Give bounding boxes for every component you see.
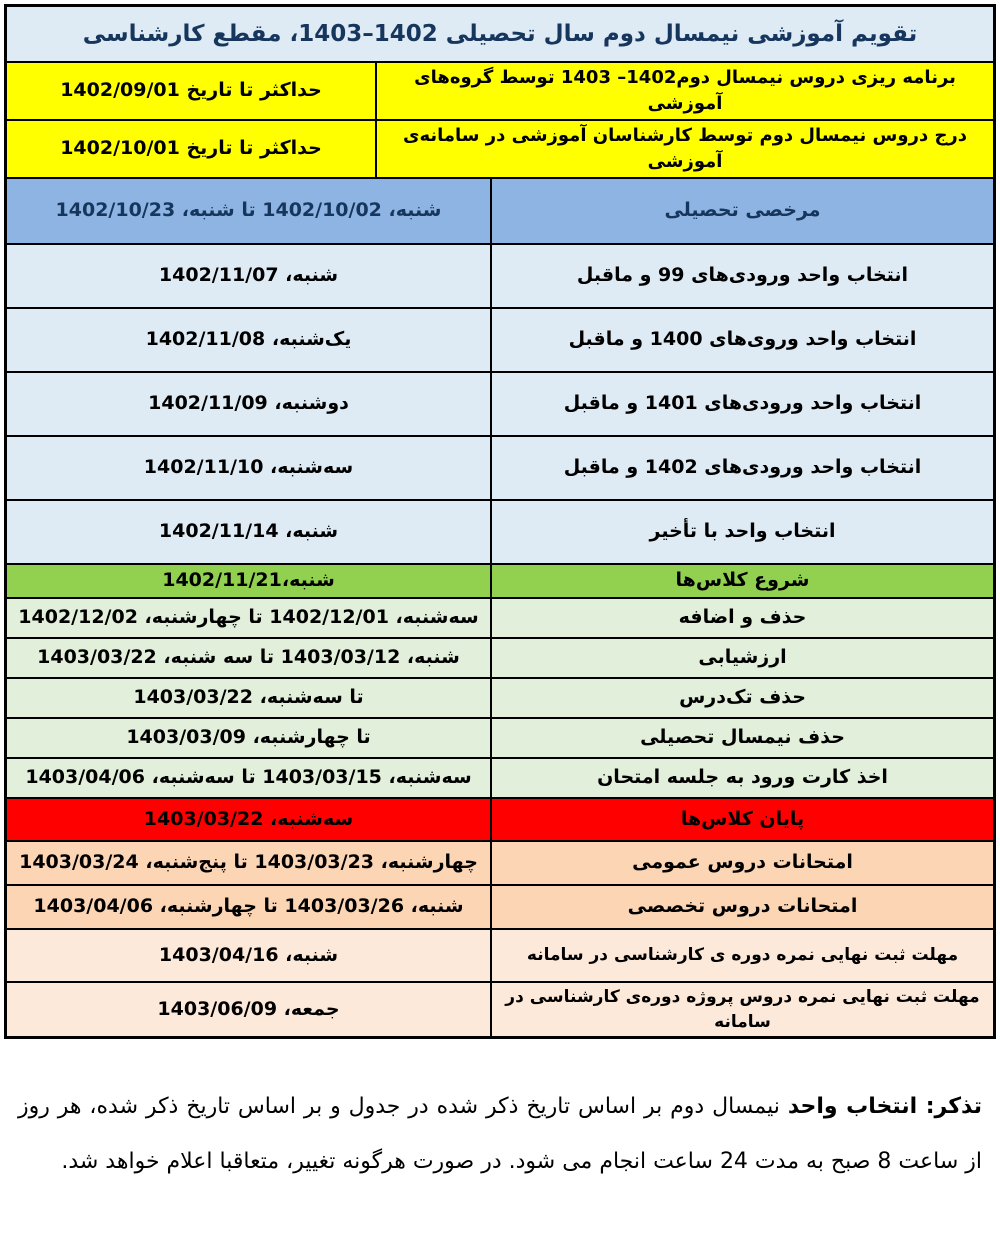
date-cell: شنبه، 1402/11/14 xyxy=(158,520,339,543)
footer-note xyxy=(4,1039,996,1189)
table-row xyxy=(7,599,993,639)
event-cell: انتخاب واحد با تأخیر xyxy=(490,501,993,563)
date-cell: شنبه، 1402/11/07 xyxy=(158,264,339,287)
date-cell: حداکثر تا تاریخ 1402/09/01 xyxy=(60,79,322,102)
table-row xyxy=(7,179,993,245)
table-row xyxy=(7,799,993,842)
event-cell: انتخاب واحد وروی‌های 1400 و ماقبل xyxy=(490,309,993,371)
calendar-rows xyxy=(7,63,993,1036)
table-row xyxy=(7,121,993,179)
date-cell: سه‌شنبه، 1403/03/22 xyxy=(143,807,354,830)
table-row xyxy=(7,245,993,309)
date-cell: شنبه، 1403/03/26 تا چهارشنبه، 1403/04/06 xyxy=(33,895,464,918)
table-row xyxy=(7,437,993,501)
table-row xyxy=(7,759,993,799)
table-row xyxy=(7,886,993,930)
date-cell: دوشنبه، 1402/11/09 xyxy=(148,392,349,415)
table-row xyxy=(7,565,993,599)
table-row xyxy=(7,930,993,983)
event-cell: اخذ کارت ورود به جلسه امتحان xyxy=(490,759,993,797)
event-cell: حذف تک‌درس xyxy=(490,679,993,717)
event-cell: برنامه ریزی دروس نیمسال دوم1402– 1403 توسط گروه‌های آموزشی xyxy=(375,63,993,119)
date-cell: سه‌شنبه، 1403/03/15 تا سه‌شنبه، 1403/04/06 xyxy=(25,766,472,789)
event-cell: حذف نیمسال تحصیلی xyxy=(490,719,993,757)
table-row xyxy=(7,373,993,437)
table-row xyxy=(7,309,993,373)
table-row xyxy=(7,639,993,679)
event-cell: مهلت ثبت نهایی نمره دروس پروژه دوره‌ی کارشناسی در سامانه xyxy=(490,983,993,1036)
event-cell: مرخصی تحصیلی xyxy=(490,179,993,243)
event-cell: درج دروس نیمسال دوم توسط کارشناسان آموزشی در سامانه‌ی آموزشی xyxy=(375,121,993,177)
event-cell: انتخاب واحد ورودی‌های 1401 و ماقبل xyxy=(490,373,993,435)
page-title: تقویم آموزشی نیمسال دوم سال تحصیلی 1402–1403، مقطع کارشناسی xyxy=(7,7,993,63)
event-cell: امتحانات دروس عمومی xyxy=(490,842,993,884)
event-cell: حذف و اضافه xyxy=(490,599,993,637)
date-cell: تا چهارشنبه، 1403/03/09 xyxy=(126,726,371,749)
table-row xyxy=(7,842,993,886)
date-cell: سه‌شنبه، 1402/12/01 تا چهارشنبه، 1402/12/02 xyxy=(18,606,479,629)
event-cell: ارزشیابی xyxy=(490,639,993,677)
date-cell: چهارشنبه، 1403/03/23 تا پنج‌شنبه، 1403/03/24 xyxy=(19,851,478,874)
footer-note-bold: تذکر: انتخاب واحد xyxy=(787,1094,982,1119)
footer-note-text: نیمسال دوم بر اساس تاریخ ذکر شده در جدول و بر اساس تاریخ ذکر شده، هر روز از ساعت 8 صبح به مدت 24 ساعت انجام می شود. در صورت هرگونه تغییر، متعاقبا اعلام خواهد شد. xyxy=(18,1094,982,1174)
academic-calendar-table xyxy=(4,4,996,1039)
date-cell: جمعه، 1403/06/09 xyxy=(157,997,340,1020)
date-cell: شنبه،1402/11/21 xyxy=(162,569,335,592)
date-cell: تا سه‌شنبه، 1403/03/22 xyxy=(133,686,364,709)
date-cell: یک‌شنبه، 1402/11/08 xyxy=(145,328,352,351)
table-row xyxy=(7,501,993,565)
table-row xyxy=(7,679,993,719)
table-row xyxy=(7,63,993,121)
event-cell: پایان کلاس‌ها xyxy=(490,799,993,840)
event-cell: انتخاب واحد ورودی‌های 1402 و ماقبل xyxy=(490,437,993,499)
event-cell: شروع کلاس‌ها xyxy=(490,565,993,597)
event-cell: امتحانات دروس تخصصی xyxy=(490,886,993,928)
event-cell: مهلت ثبت نهایی نمره دوره ی کارشناسی در سامانه xyxy=(490,930,993,981)
event-cell: انتخاب واحد ورودی‌های 99 و ماقبل xyxy=(490,245,993,307)
date-cell: شنبه، 1403/04/16 xyxy=(158,943,339,966)
date-cell: سه‌شنبه، 1402/11/10 xyxy=(143,456,354,479)
table-row xyxy=(7,719,993,759)
date-cell: شنبه، 1402/10/02 تا شنبه، 1402/10/23 xyxy=(55,199,442,222)
date-cell: حداکثر تا تاریخ 1402/10/01 xyxy=(60,137,322,160)
table-row xyxy=(7,983,993,1036)
date-cell: شنبه، 1403/03/12 تا سه شنبه، 1403/03/22 xyxy=(37,646,460,669)
